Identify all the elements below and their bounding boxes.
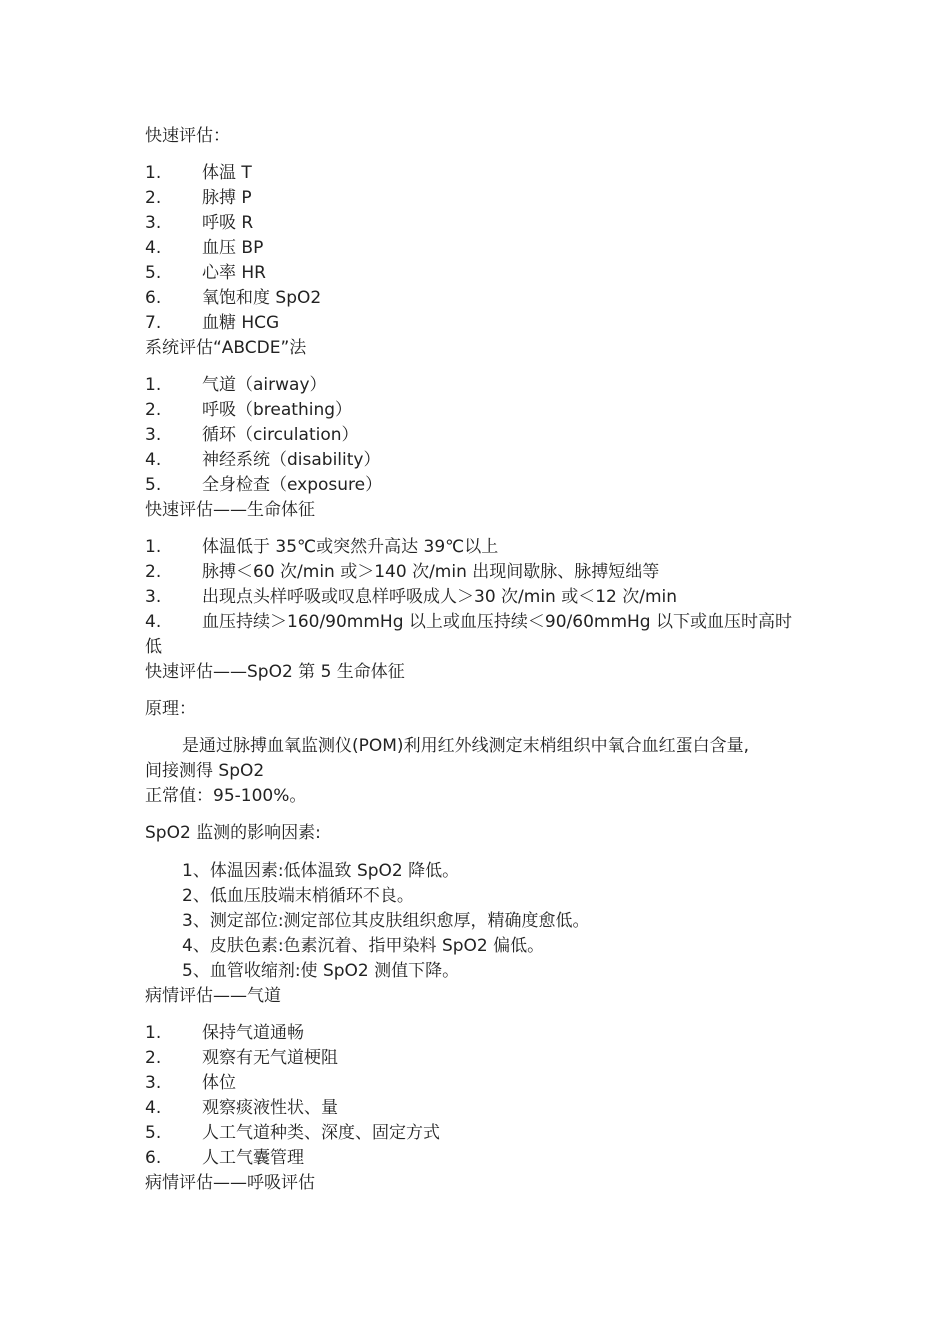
principle-text-cont: 间接测得 SpO2 [145,761,265,781]
list-item-continuation: 低 [145,637,162,657]
document-page: 快速评估： 1. 体温 T 2. 脉搏 P 3. 呼吸 R 4. 血压 BP 5. 心率 HR 6. 氧饱和度 SpO2 7. 血糖 HCG 系统评估“ABCDE”法 1. 气道（airway） 2. 呼吸（breathing） 3. 循环（circulation） 4. 神经系统（disability） 5. 全身检查（exposure） 快速评估——生命体征 1. 体温低于 35℃或突然升高达 39℃以上 2. 脉搏＜60 次/min 或＞140 次/min 出现间歇脉、脉搏短绌等 3. 出现点头样呼吸或叹息样呼吸成人＞30 次/min 或＜12 次/min 4. 血压持续＞160/90mmHg 以上或血压持续＜90/60mmHg 以下或血压时高时 低 快速评估——SpO2 第 5 生命体征 原理： 是通过脉搏血氧监测仪(POM)利用红外线测定末梢组织中氧合血红蛋白含量, 间接测得 SpO2 正常值：95-100%。 SpO2 监测的影响因素: 1、体温因素:低体温致 SpO2 降低。 2、低血压肢端末梢循环不良。 3、测定部位:测定部位其皮肤组织愈厚，精确度愈低。 4、皮肤色素:色素沉着、指甲染料 SpO2 偏低。 5、血管收缩剂:使 SpO2 测值下降。 病情评估——气道 1. 保持气道通畅 2. 观察有无气道梗阻 3. 体位 4. 观察痰液性状、量 5. 人工气道种类、深度、固定方式 6. 人工气囊管理 病情评估——呼吸评估 [0,0,950,1344]
factor-item: 4、皮肤色素:色素沉着、指甲染料 SpO2 偏低。 [182,936,545,956]
airway-heading: 病情评估——气道 [145,986,281,1006]
factors-heading: SpO2 监测的影响因素: [145,823,321,843]
principle-text: 是通过脉搏血氧监测仪(POM)利用红外线测定末梢组织中氧合血红蛋白含量, [182,736,749,756]
principle-label: 原理： [145,699,196,719]
abcde-heading: 系统评估“ABCDE”法 [145,338,307,358]
factor-item: 1、体温因素:低体温致 SpO2 降低。 [182,861,460,881]
spo2-heading: 快速评估——SpO2 第 5 生命体征 [145,662,405,682]
normal-value: 正常值：95-100%。 [145,786,307,806]
quick-assessment-heading: 快速评估： [145,126,230,146]
breathing-heading: 病情评估——呼吸评估 [145,1173,315,1193]
factor-item: 2、低血压肢端末梢循环不良。 [182,886,414,906]
factor-item: 3、测定部位:测定部位其皮肤组织愈厚，精确度愈低。 [182,911,590,931]
factor-item: 5、血管收缩剂:使 SpO2 测值下降。 [182,961,460,981]
vital-signs-heading: 快速评估——生命体征 [145,500,315,520]
